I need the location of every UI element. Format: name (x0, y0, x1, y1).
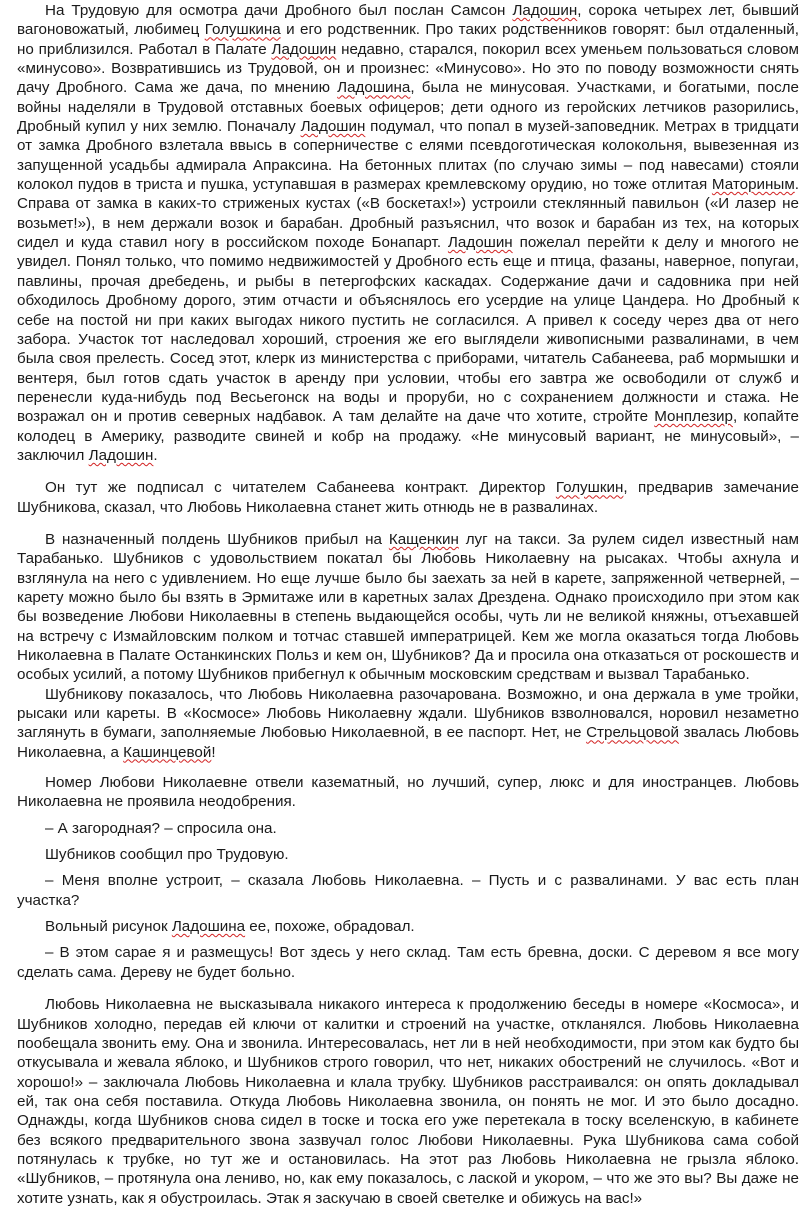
paragraph-11: Любовь Николаевна не высказывала никакого интереса к продолжению беседы в номере «Космоса», и Шубников холодно, передав ей ключи от калитки и строений на участке, откланялся. Любовь Николаевна пообещала звонить ему. Она и звонила. Интересовалась, нет ли в ней необходимости, при этом как будто бы откусывала и жевала яблоко, и Шубников строго говорил, что нет, никаких обострений не случилось. «Вот и хорошо!» – заключала Любовь Николаевна и клала трубку. Шубников расстраивался: он опять докладывал ей, так она себя поставила. Откуда Любовь Николаевна звонила, он понять не мог. И это было досадно. Однажды, когда Шубников снова сидел в тоске и тоска его уже перетекала в тоску вселенскую, в кабинете без всякого предварительного звона зазвучал голос Любови Николаевны. Рука Шубникова сама собой потянулась к трубке, но тут же и остановилась. На этот раз Любовь Николаевна не грызла яблоко. «Шубников, – протянула она лениво, но, как ему показалось, с лаской и укором, – что же это вы? Вы даже не хотите узнать, как я обустроилась. Этак я заскучаю в своей светелке и обижусь на вас!» (17, 996, 799, 1207)
spellcheck-flagged-word: Ладошин (88, 446, 154, 464)
spellcheck-flagged-word: Кащенкин (388, 530, 459, 548)
spellcheck-flagged-word: Ладошина (337, 79, 411, 97)
spellcheck-flagged-word: Монплезир (654, 408, 733, 426)
paragraph-6: – А загородная? – спросила она. (45, 819, 277, 837)
spellcheck-flagged-word: Стрельцовой (586, 724, 679, 742)
spellcheck-flagged-word: Кашинцевой (123, 743, 212, 761)
spellcheck-flagged-word: Ладошин (271, 40, 337, 58)
spellcheck-flagged-word: Маториным (711, 176, 795, 194)
spellcheck-flagged-word: Ладошин (300, 118, 366, 136)
paragraph-5: Номер Любови Николаевне отвели казематный, но лучший, супер, люкс и для иностранцев. Любовь Николаевна не проявила неодобрения. (17, 774, 799, 811)
paragraph-3: В назначенный полдень Шубников прибыл на Кащенкин луг на такси. За рулем сидел известный нам Тарабанько. Шубников с удовольствием покатал бы Любовь Николаевну на рысаках. Чтобы ахнула и взглянула на него с удивлением. Но еще лучше было бы заехать за ней в карете, запряженной четверней, – карету можно было бы взять в Эрмитаже или в каретных залах Дрездена. Однако происходило при этом как бы возведение Любови Николаевны в степень выдающейся особы, чуть ли не великой княжны, отъехавшей на встречу с Измайловским полком и тотчас ставшей императрицей. Кем же могла оказаться тогда Любовь Николаевна в Палате Останкинских Польз и кем он, Шубников? Да и просила она отказаться от роскошеств и особых усилий, а потому Шубников прибегнул к обычным московским средствам и вызвал Тарабанько. (17, 530, 799, 684)
paragraph-4: Шубникову показалось, что Любовь Николаевна разочарована. Возможно, и она держала в уме тройки, рысаки или кареты. В «Космосе» Любовь Николаевну ждали. Шубников взволновался, норовил незаметно заглянуть в бумаги, заполняемые Любовью Николаевной, в ее паспорт. Нет, не Стрельцовой звалась Любовь Николаевна, а Кашинцевой! (17, 685, 799, 761)
spellcheck-flagged-word: Ладошина (171, 918, 246, 936)
paragraph-10: – В этом сарае я и размещусь! Вот здесь у него склад. Там есть бревна, доски. С деревом я все могу сделать сама. Дереву не будет больно. (17, 944, 799, 981)
spellcheck-flagged-word: Голушкина (204, 21, 281, 39)
paragraph-2: Он тут же подписал с читателем Сабанеева контракт. Директор Голушкин, предварив замечание Шубникова, сказал, что Любовь Николаевна станет жить отнюдь не в развалинах. (17, 479, 799, 516)
paragraph-1: На Трудовую для осмотра дачи Дробного был послан Самсон Ладошин, сорока четырех лет, бывший вагоновожатый, любимец Голушкина и его родственник. Про таких родственников говорят: был отдаленный, но приблизился. Работал в Палате Ладошин недавно, старался, покорил всех уменьем пользоваться словом «минусово». Возвратившись из Трудовой, он и произнес: «Минусово». Но это по поводу возможности снять дачу Дробного. Сама же дача, по мнению Ладошина, была не минусовая. Участками, и богатыми, после войны наделяли в Трудовой отставных боевых офицеров; дети одного из геройских летчиков разорились, Дробный купил у них землю. Поначалу Ладошин подумал, что попал в музей-заповедник. Метрах в тридцати от замка Дробного взлетала ввысь в соперничестве с елями псевдоготическая колокольня, вывезенная из запущенной усадьбы адмирала Апраксина. На бетонных плитах (по случаю зимы – под навесами) стояли колокол пудов в триста и пушка, уступавшая в размерах кремлевскому орудию, но тоже отлитая Маториным. Справа от замка в каких-то стриженых кустах («В боскетах!») устроили стеклянный павильон («И лазер не возьмет!»), в нем держали возок и барабан. Дробный разъяснил, что возок и барабан из тех, на которых сидел и куда ставил ногу в российском походе Бонапарт. Ладошин пожелал перейти к делу и многого не увидел. Понял только, что помимо недвижимостей у Дробного есть еще и птица, фазаны, наверное, попугаи, павлины, прочая дребедень, и рыбы в петергофских каскадах. Содержание дачи и садовника при ней обходилось Дробному дорого, этим отчасти и объяснялось его усердие на улице Цандера. Но Дробный к себе на постой ни при каких выгодах никого пустить не согласился. А привел к соседу через два от него забора. Участок тот наследовал хороший, строения же его выглядели живописными развалинами, в чем была своя прелесть. Сосед этот, клерк из министерства с приборами, читатель Сабанеева, раб мормышки и вентеря, был готов сдать участок в аренду при условии, чтобы его завтра же освободили от служб и перенесли куда-нибудь под Весьегонск на воды и проруби, но с сохранением должности и стажа. Не возражал он и против северных надбавок. А там делайте на даче что хотите, стройте Монплезир, копайте колодец в Америку, разводите свиней и кобр на продажу. «Не минусовый вариант, не минусовый», – заключил Ладошин. (17, 2, 799, 464)
document-page (0, 1, 805, 1207)
spellcheck-flagged-word: Голушкин (555, 479, 624, 497)
paragraph-7: Шубников сообщил про Трудовую. (45, 846, 289, 864)
paragraph-9: Вольный рисунок Ладошина ее, похоже, обрадовал. (45, 918, 415, 936)
spellcheck-flagged-word: Ладошин (512, 2, 578, 19)
spellcheck-flagged-word: Ладошин (447, 234, 513, 252)
paragraph-8: – Меня вполне устроит, – сказала Любовь Николаевна. – Пусть и с развалинами. У вас есть план участка? (17, 872, 799, 909)
